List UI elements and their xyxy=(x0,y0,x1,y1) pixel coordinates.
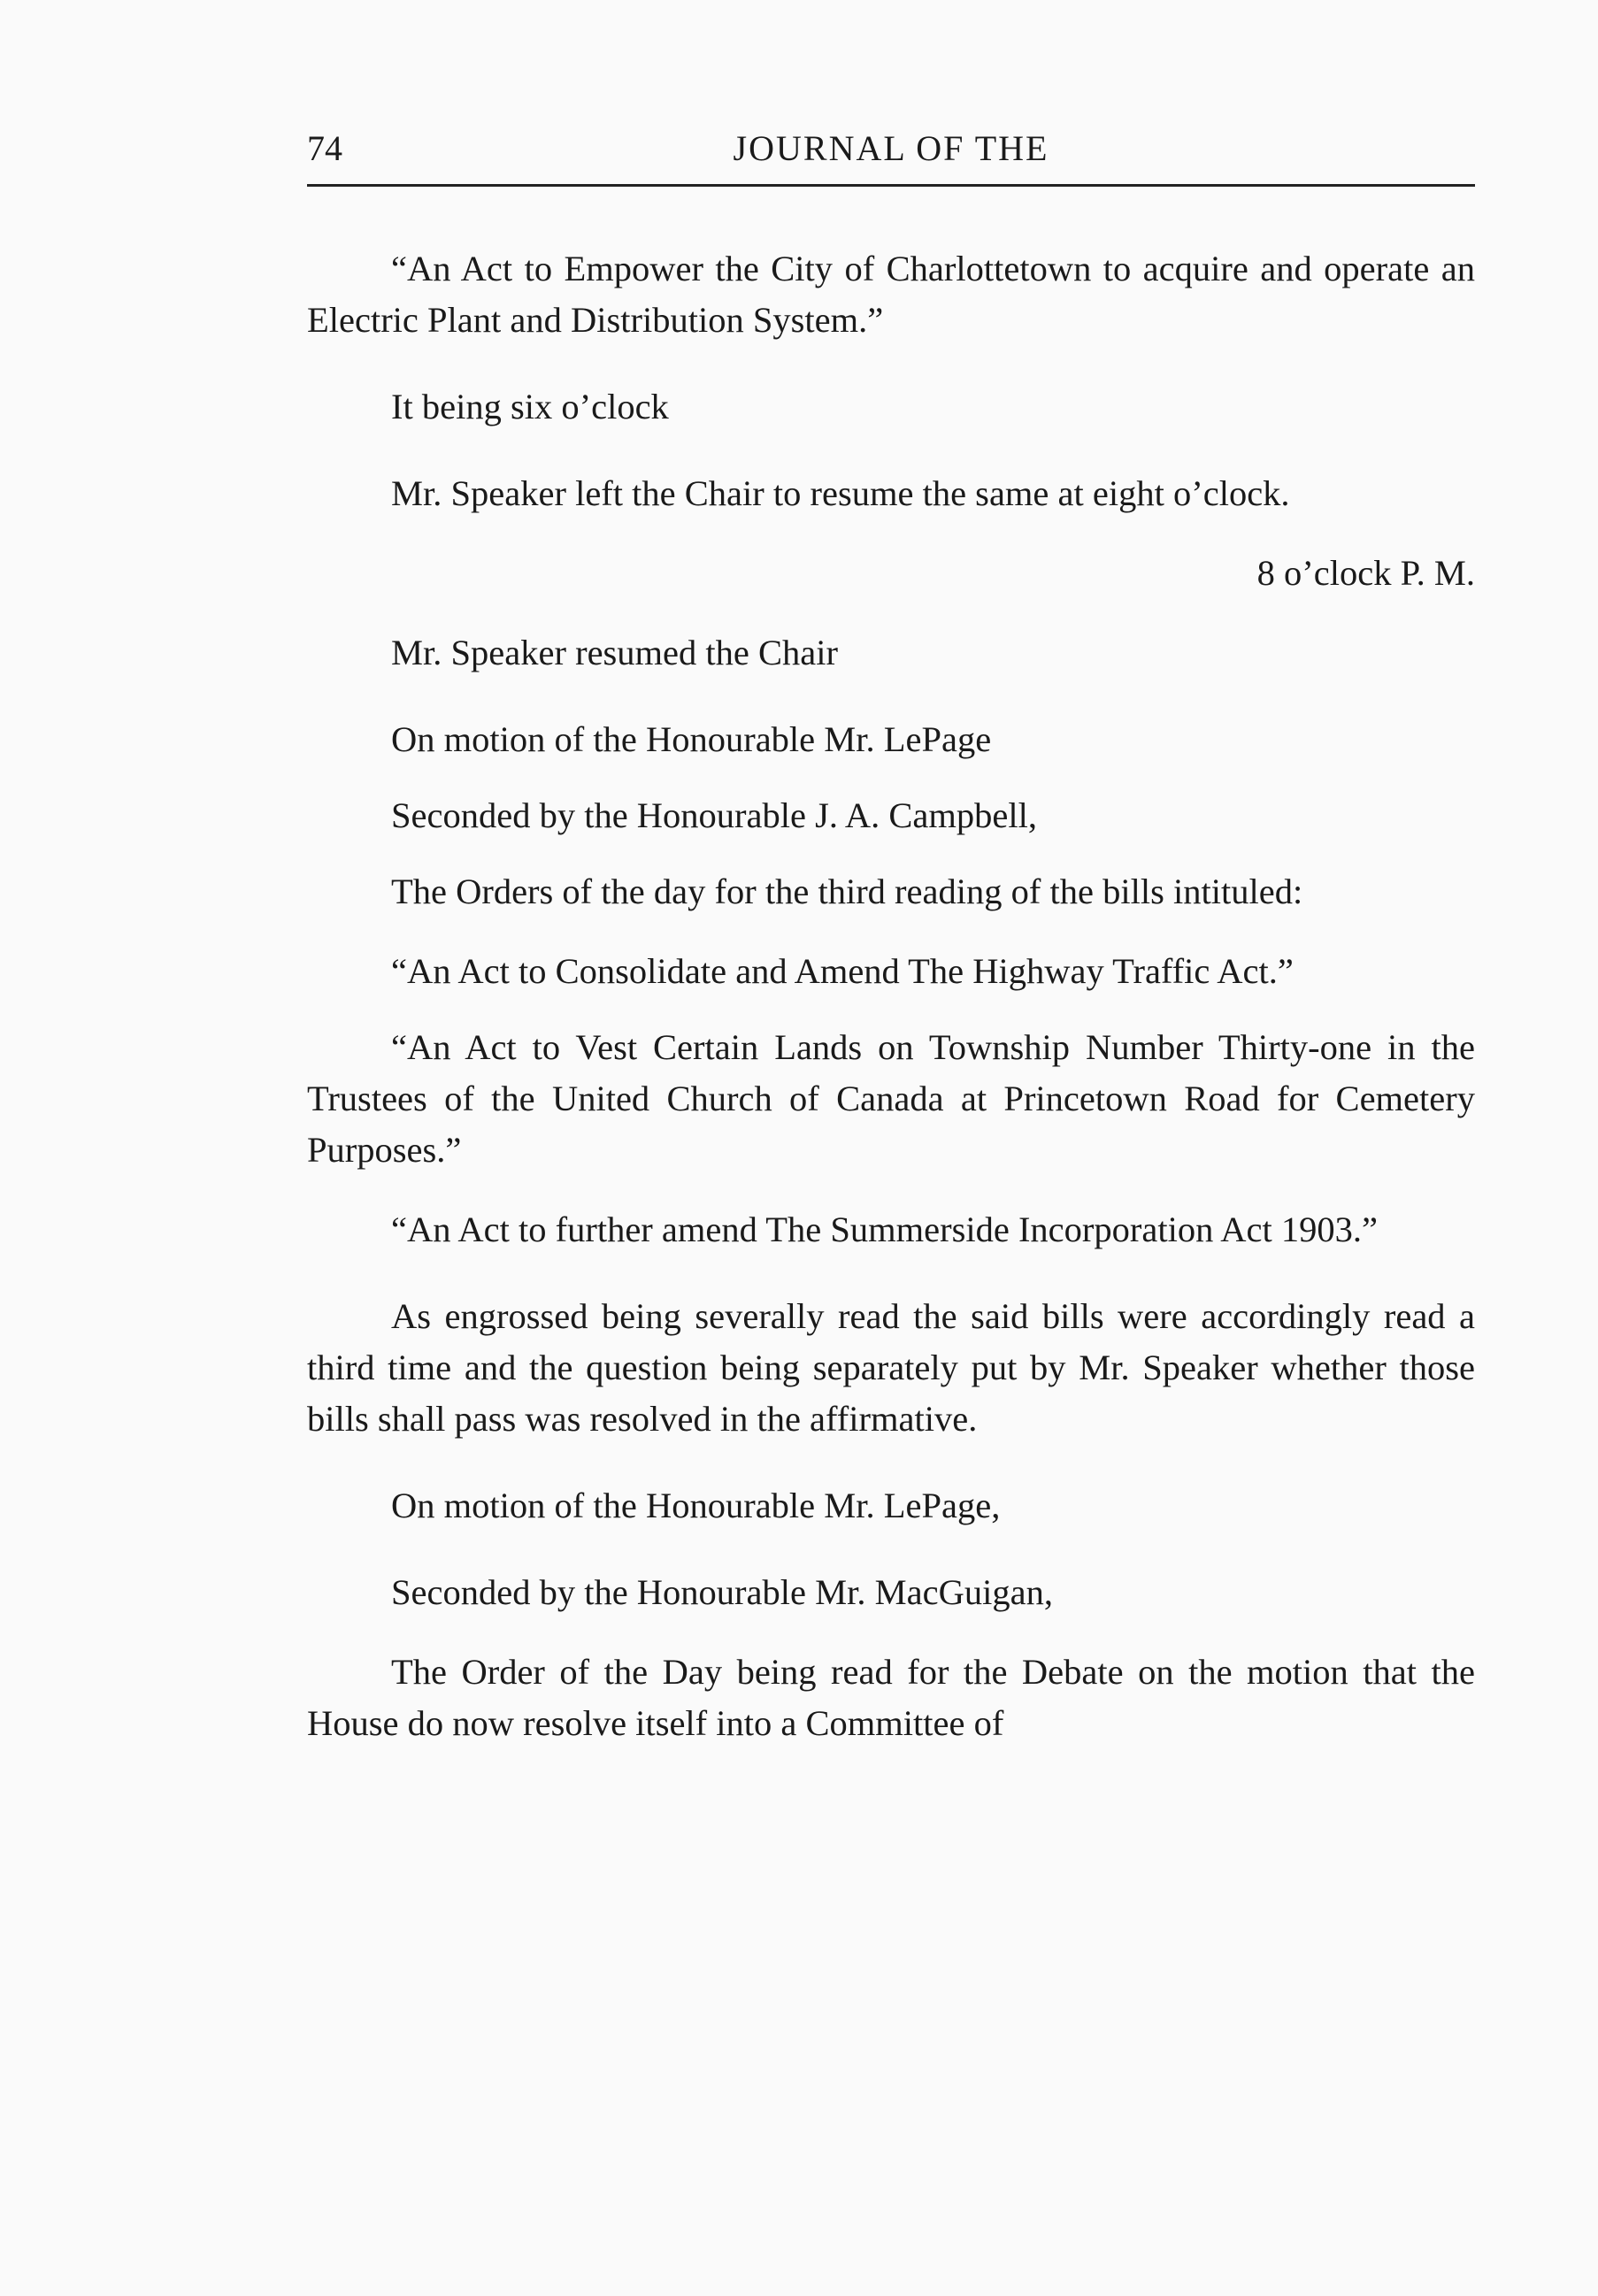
time-stamp: 8 o’clock P. M. xyxy=(1256,553,1475,593)
paragraph-seconded-campbell: Seconded by the Honourable J. A. Campbell, xyxy=(391,795,1037,835)
page-header xyxy=(307,122,1475,175)
paragraph-electric-plant-act: “An Act to Empower the City of Charlottetown to acquire and operate an Electric Plant and Distribution System.” xyxy=(307,249,1475,340)
paragraph-order-of-day-debate: The Order of the Day being read for the Debate on the motion that the House do now resolve itself into a Committee of xyxy=(307,1652,1475,1743)
paragraph-speaker-resumed: Mr. Speaker resumed the Chair xyxy=(391,633,838,672)
paragraph-seconded-macguigan: Seconded by the Honourable Mr. MacGuigan, xyxy=(391,1572,1053,1612)
paragraph-speaker-left-chair: Mr. Speaker left the Chair to resume the same at eight o’clock. xyxy=(391,473,1290,513)
running-head: JOURNAL OF THE xyxy=(733,128,1049,168)
paragraph-summerside-act: “An Act to further amend The Summerside Incorporation Act 1903.” xyxy=(391,1209,1378,1249)
paragraph-motion-lepage: On motion of the Honourable Mr. LePage xyxy=(391,719,992,759)
paragraph-vest-lands-act: “An Act to Vest Certain Lands on Township Number Thirty-one in the Trustees of the United Church of Canada at Princetown Road for Cemetery Purposes.” xyxy=(307,1027,1475,1170)
journal-body xyxy=(307,243,1475,1749)
paragraph-highway-traffic-act: “An Act to Consolidate and Amend The Highway Traffic Act.” xyxy=(391,951,1294,991)
paragraph-six-oclock: It being six o’clock xyxy=(391,387,669,426)
paragraph-orders-third-reading: The Orders of the day for the third reading of the bills intituled: xyxy=(391,872,1303,911)
paragraph-engrossed-bills: As engrossed being severally read the said bills were accordingly read a third time and the question being separately put by Mr. Speaker whether those bills shall pass was resolved in the affirmative. xyxy=(307,1296,1475,1439)
page-number: 74 xyxy=(307,128,342,168)
header-rule xyxy=(307,184,1475,187)
paragraph-motion-lepage-2: On motion of the Honourable Mr. LePage, xyxy=(391,1486,1001,1525)
